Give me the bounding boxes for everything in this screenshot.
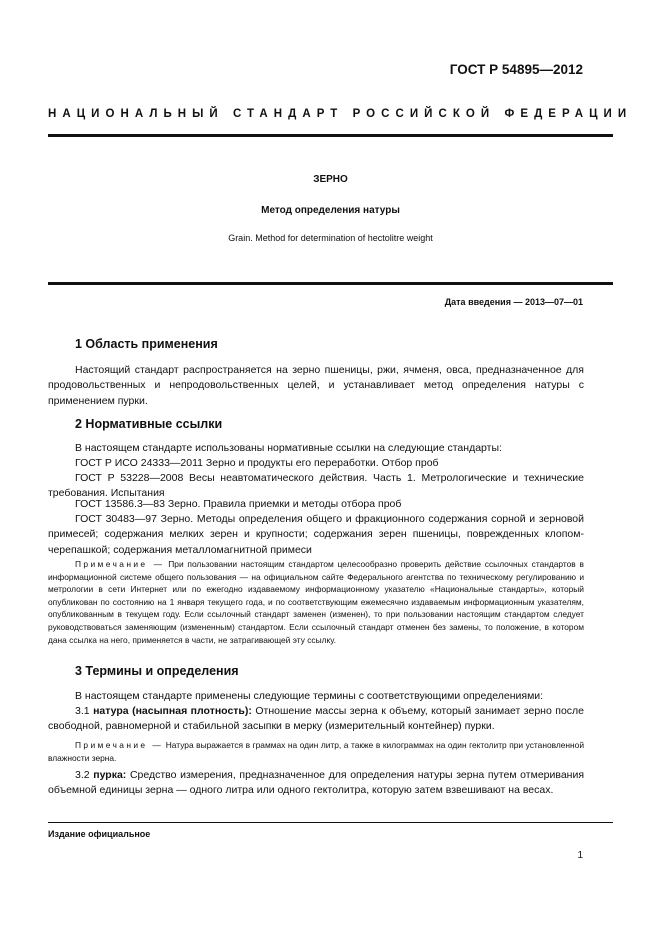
footer-divider <box>48 822 613 823</box>
page-number: 1 <box>577 850 583 861</box>
note-text: При пользовании настоящим стандартом целесообразно проверить действие ссылочных стандартов в информационной системе общего пользования — на официальном сайте Федерального агентства по техническому регулированию и метрологии в сети Интернет или по ежегодно издаваемому информационному указателю «Национальные стандарты», который опубликован по состоянию на 1 января текущего года, и по соответствующим ежемесячно издаваемым информационным указателям, опубликованным в текущем году. Если ссылочный стандарт заменен (изменен), то при пользовании настоящим стандартом следует руководствоваться заменяющим (измененным) стандартом. Если ссылочный стандарт отменен без замены, то положение, в котором дана ссылка на него, применяется в части, не затрагивающей эту ссылку. <box>48 559 584 645</box>
definition-number: 3.1 <box>75 705 90 717</box>
official-edition-label: Издание официальное <box>48 829 151 839</box>
definition-term: пурка: <box>93 769 127 781</box>
note-prefix: Примечание — <box>75 559 165 569</box>
introduction-date: Дата введения — 2013—07—01 <box>444 297 583 307</box>
definition-term: натура (насыпная плотность): <box>93 705 252 717</box>
section-1-paragraph: Настоящий стандарт распространяется на зерно пшеницы, ржи, ячменя, овса, предназначенное для продовольственных и непродовольственных целей, и устанавливает метод определения натуры с применением пурки. <box>48 364 584 407</box>
note-prefix: Примечание — <box>75 740 164 750</box>
section-2-heading: 2 Нормативные ссылки <box>75 417 223 431</box>
section-2-intro: В настоящем стандарте использованы нормативные ссылки на следующие стандарты: <box>75 442 502 454</box>
note-text: Натура выражается в граммах на один литр, а также в килограммах на один гектолитр при установленной влажности зерна. <box>48 740 584 763</box>
section-3-note <box>48 739 584 764</box>
top-divider <box>48 134 613 137</box>
definition-3-1 <box>48 704 584 735</box>
section-2-note <box>48 558 584 646</box>
section-1-heading: 1 Область применения <box>75 337 218 351</box>
definition-number: 3.2 <box>75 769 90 781</box>
reference-3: ГОСТ 13586.3—83 Зерно. Правила приемки и методы отбора проб <box>75 498 402 510</box>
definition-text: Отношение массы зерна к объему, который занимает зерно после свободной, равномерной и стабильной засыпки в мерку (измерительный контейнер) пурки. <box>48 705 585 733</box>
national-standard-banner: НАЦИОНАЛЬНЫЙ СТАНДАРТ РОССИЙСКОЙ ФЕДЕРАЦИИ <box>48 108 633 120</box>
document-code: ГОСТ Р 54895—2012 <box>449 62 583 77</box>
section-3-intro: В настоящем стандарте применены следующие термины с соответствующими определениями: <box>75 690 544 702</box>
reference-4: ГОСТ 30483—97 Зерно. Методы определения общего и фракционного содержания сорной и зерновой примесей; содержания мелких зерен и крупности; содержания зерен пшеницы, поврежденных клопом-черепашкой; содержания металломагнитной примеси <box>48 513 584 556</box>
document-title: ЗЕРНО <box>313 174 348 185</box>
definition-3-2 <box>48 768 584 799</box>
reference-2: ГОСТ Р 53228—2008 Весы неавтоматического действия. Часть 1. Метрологические и технические требования. Испытания <box>48 472 584 500</box>
document-subtitle: Метод определения натуры <box>261 205 400 216</box>
section-3-heading: 3 Термины и определения <box>75 664 239 678</box>
reference-1: ГОСТ Р ИСО 24333—2011 Зерно и продукты его переработки. Отбор проб <box>75 457 439 469</box>
title-divider <box>48 282 613 285</box>
english-title: Grain. Method for determination of hectolitre weight <box>228 233 433 243</box>
definition-text: Средство измерения, предназначенное для определения натуры зерна путем отмеривания объемной единицы зерна — одного литра или одного гектолитра, которую затем взвешивают на весах. <box>48 769 585 797</box>
